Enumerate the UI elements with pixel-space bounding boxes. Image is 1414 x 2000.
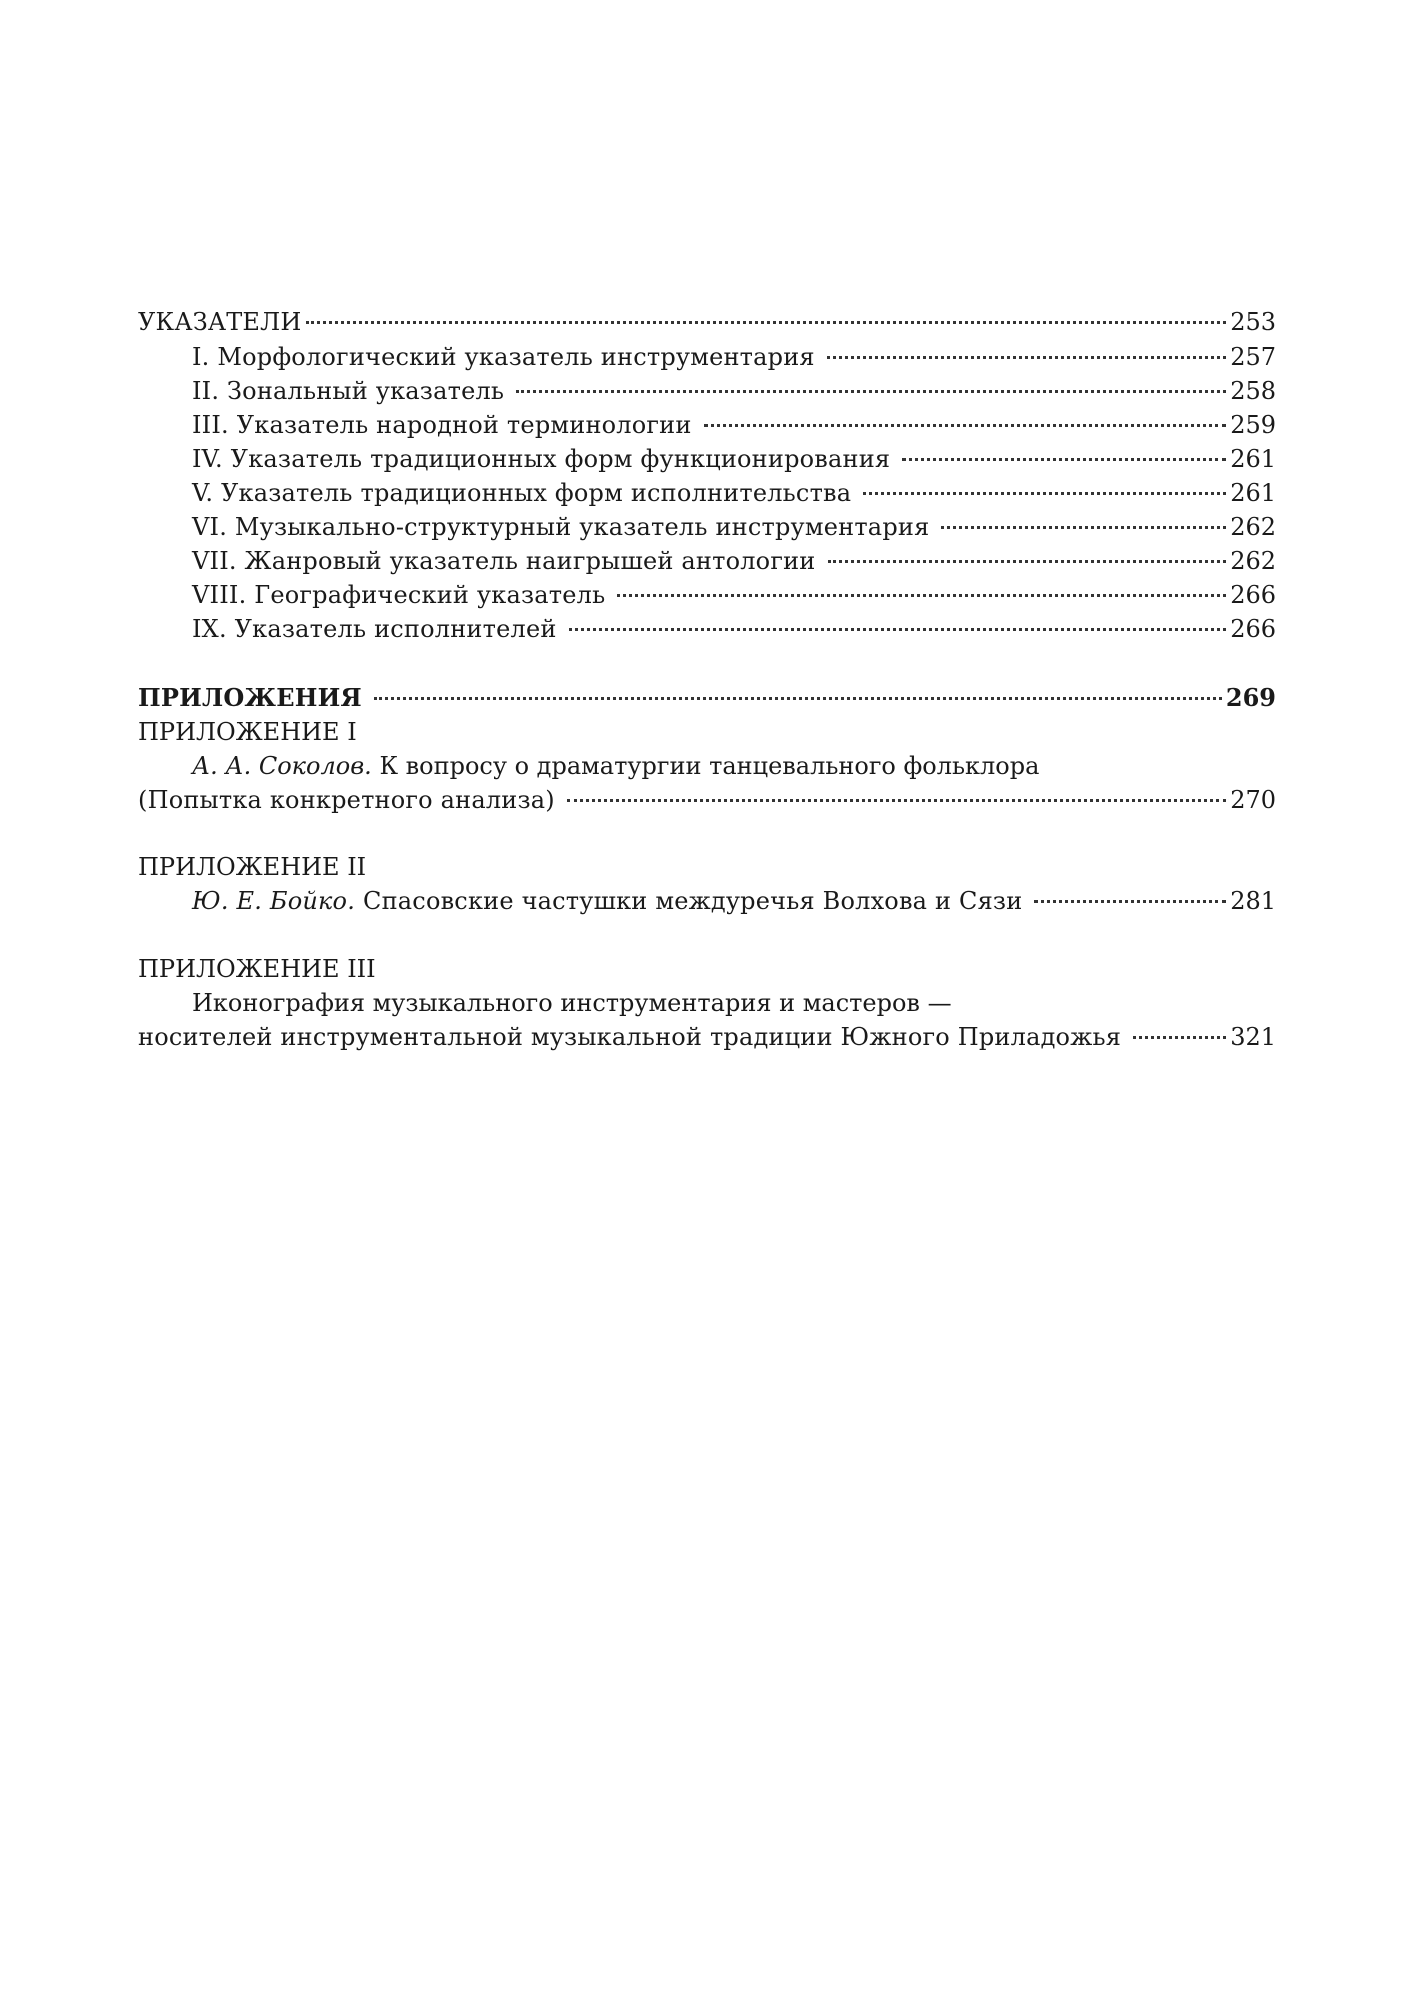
toc-entry-appendix-3-line1[interactable] — [192, 986, 1276, 1020]
dot-leader — [1133, 1036, 1226, 1039]
appendix-heading: ПРИЛОЖЕНИЕ III — [138, 955, 376, 983]
author-name: Ю. Е. Бойко. — [192, 887, 356, 915]
toc-page-number: 258 — [1230, 377, 1276, 405]
toc-entry-title: Иконография музыкального инструментария и мастеров — — [192, 989, 952, 1017]
toc-entry-appendix-3-line2[interactable] — [138, 1020, 1276, 1054]
toc-entry-index-7[interactable] — [192, 544, 1276, 578]
toc-entry-appendix-2[interactable] — [192, 884, 1276, 918]
toc-entry-title: IX. Указатель исполнителей — [192, 615, 557, 643]
toc-page-number: 266 — [1230, 615, 1276, 643]
dot-leader — [516, 390, 1226, 393]
toc-entry-index-1[interactable] — [192, 340, 1276, 374]
toc-page-number: 253 — [1230, 308, 1276, 336]
toc-page-number: 269 — [1225, 683, 1276, 712]
dot-leader — [863, 492, 1226, 495]
toc-entry-index-9[interactable] — [192, 612, 1276, 646]
toc-page-number: 266 — [1230, 581, 1276, 609]
toc-page-number: 261 — [1230, 479, 1276, 507]
toc-page-number: 257 — [1230, 343, 1276, 371]
toc-entry-appendix-1-line2[interactable] — [138, 783, 1276, 817]
toc-page-number: 321 — [1230, 1023, 1276, 1051]
toc-entry-appendices[interactable] — [138, 681, 1276, 715]
toc-page-number: 259 — [1230, 411, 1276, 439]
toc-entry-title: (Попытка конкретного анализа) — [138, 786, 555, 814]
toc-entry-title: Спасовские частушки междуречья Волхова и Сязи — [363, 887, 1023, 915]
toc-page-number: 262 — [1230, 513, 1276, 541]
toc-entry-title: VI. Музыкально-структурный указатель инструментария — [192, 513, 930, 541]
toc-entry-title: носителей инструментальной музыкальной традиции Южного Приладожья — [138, 1023, 1122, 1051]
toc-entry-title: К вопросу о драматургии танцевального фольклора — [379, 752, 1040, 780]
dot-leader — [902, 458, 1226, 461]
toc-entry-index-6[interactable] — [192, 510, 1276, 544]
toc-page-number: 270 — [1230, 786, 1276, 814]
dot-leader — [306, 321, 1227, 324]
toc-entry-index-3[interactable] — [192, 408, 1276, 442]
dot-leader — [828, 560, 1227, 563]
dot-leader — [1034, 900, 1226, 903]
toc-entry-title: VIII. Географический указатель — [192, 581, 606, 609]
toc-page-number: 261 — [1230, 445, 1276, 473]
dot-leader — [704, 424, 1227, 427]
toc-page-number: 281 — [1230, 887, 1276, 915]
toc-entry-title: V. Указатель традиционных форм исполнительства — [192, 479, 852, 507]
dot-leader — [827, 356, 1226, 359]
toc-entry-index-4[interactable] — [192, 442, 1276, 476]
toc-entry-title: IV. Указатель традиционных форм функционирования — [192, 445, 891, 473]
toc-entry-indexes[interactable] — [138, 305, 1276, 339]
toc-entry-title: I. Морфологический указатель инструментария — [192, 343, 815, 371]
toc-entry-title: II. Зональный указатель — [192, 377, 505, 405]
toc-entry-index-8[interactable] — [192, 578, 1276, 612]
toc-entry-title: VII. Жанровый указатель наигрышей антологии — [192, 547, 816, 575]
author-name: А. А. Соколов. — [192, 752, 372, 780]
dot-leader — [567, 799, 1226, 802]
toc-entry-index-5[interactable] — [192, 476, 1276, 510]
dot-leader — [617, 594, 1226, 597]
toc-entry-title: УКАЗАТЕЛИ — [138, 308, 302, 336]
appendix-heading: ПРИЛОЖЕНИЕ II — [138, 853, 367, 881]
toc-entry-title: ПРИЛОЖЕНИЯ — [138, 683, 362, 712]
dot-leader — [374, 697, 1222, 700]
toc-page-number: 262 — [1230, 547, 1276, 575]
dot-leader — [941, 526, 1226, 529]
toc-entry-title: III. Указатель народной терминологии — [192, 411, 692, 439]
appendix-heading: ПРИЛОЖЕНИЕ I — [138, 718, 357, 746]
toc-entry-index-2[interactable] — [192, 374, 1276, 408]
dot-leader — [569, 628, 1227, 631]
toc-entry-appendix-1-line1[interactable] — [192, 749, 1276, 783]
